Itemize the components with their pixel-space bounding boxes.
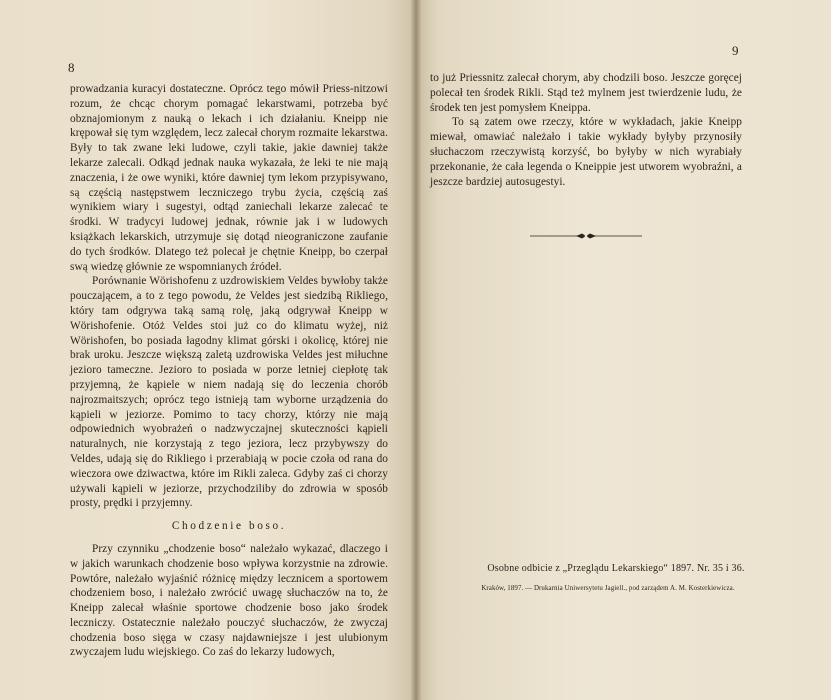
paragraph: Porównanie Wörishofenu z uzdrowiskiem Veldes bywłoby także pouczającem, a to z tego powodu, że Veldes jest siedzibą Rikliego, który tam odgrywa taką samą rolę, jaką odgrywał Kneipp w Wörishofenie. Otóż Veldes stoi już co do klimatu wyżej, niż Wörishofen, bo posiada łagodny klimat górski i okolicę, której nie brak uroku. Jeszcze większą zaletą uzdrowiska Veldes jest miłuchne jezioro tameczne. Jezioro to posiada w porze letniej ciepłotę tak przyjemną, że kąpiele w niem nadają się do leczenia chorób najrozmaitszych; oprócz tego istnieją tam wyborne urządzenia do kąpieli w jeziorze. Pomimo to tacy chorzy, którzy nie mają odpowiednich wyobrażeń o nadzwyczajnej skuteczności kąpieli naturalnych, nie korzystają z tego jeziora, lecz przybywszy do Veldes, udają się do Rikliego i przerabiają w pocie czoła od rana do wieczora owe dziwactwa, które im Rikli zaleca. Gdyby zaś ci chorzy używali kąpieli w jeziorze, przychodziliby do zdrowia w sposób prosty, prędki i przyjemny. bbox=[70, 275, 388, 510]
paragraph: Przy czynniku „chodzenie boso“ należało wykazać, dlaczego i w jakich warunkach chodzenie boso wpływa korzystnie na zdrowie. Powtóre, należało wyjaśnić różnicę między lecznicem a sportowem chodzeniem boso, i należało zwrócić uwagę słuchaczów na to, że Kneipp zalecał właśnie sportowe chodzenie boso jako środek leczniczy. Ostatecznie należało pouczyć słuchaczów, że zwyczaj chodzenia boso sięga w czasy najdawniejsze i jest ulubionym zwyczajem ludu wiejskiego. Co zaś do lekarzy ludowych, bbox=[70, 542, 388, 659]
left-page-body bbox=[70, 82, 388, 660]
page-number-left: 8 bbox=[68, 60, 75, 75]
book-gutter bbox=[410, 0, 422, 700]
ornament-divider-icon bbox=[530, 232, 642, 240]
paragraph: To są zatem owe rzeczy, które w wykładach, jakie Kneipp miewał, omawiać należało i takie wykłady byłyby przynosiły słuchaczom rzeczywistą korzyść, bo byłyby w nich wyrabiały przekonanie, że cała legenda o Kneippie jest utworem wyobraźni, a jeszcze bardziej autosugestyi. bbox=[430, 116, 742, 188]
paragraph: to już Priessnitz zalecał chorym, aby chodzili boso. Jeszcze goręcej polecał ten środek Rikli. Stąd też mylnem jest twierdzenie ludu, że środek ten jest pomysłem Kneippa. bbox=[430, 72, 742, 114]
offprint-note: Osobne odbicie z „Przeglądu Lekarskiego“ 1897. Nr. 35 i 36. bbox=[487, 563, 745, 574]
page-number-right: 9 bbox=[732, 43, 739, 58]
right-page bbox=[416, 0, 831, 700]
section-heading: Chodzenie boso. bbox=[171, 520, 287, 533]
paragraph: prowadzania kuracyi dostateczne. Oprócz tego mówił Priess-nitzowi rozum, że chcąc chorym pomagać lekarstwami, potrzeba być obznajomionym z nauką o lekach i ich działaniu. Kneipp nie krępował się tym względem, lecz zalecał chorym rozmaite lekarstwa. Były to tak zwane leki ludowe, czyli takie, jakie dawniej także lekarze zalecali. Odkąd jednak nauka wykazała, że leki te nie mają znaczenia, i że owe wyniki, które dawniej tym lekom przypisywano, są częścią następstwem leczniczego trybu życia, częścią zaś wynikiem wiary i sugestyi, odtąd zaniechali lekarze zalecać te środki. W tradycyi ludowej jednak, równie jak i w ludowych książkach lekarskich, utrzymuje się dotąd nieograniczone zaufanie do tych środków. Dlatego też polecał je chętnie Kneipp, bo czerpał swą wiedzę głównie ze wspomnianych źródeł. bbox=[70, 83, 388, 273]
printer-imprint: Kraków, 1897. — Drukarnia Uniwersytetu Jagiell., pod zarządem A. M. Kosterkiewicza. bbox=[481, 585, 735, 592]
right-page-body bbox=[430, 71, 742, 189]
